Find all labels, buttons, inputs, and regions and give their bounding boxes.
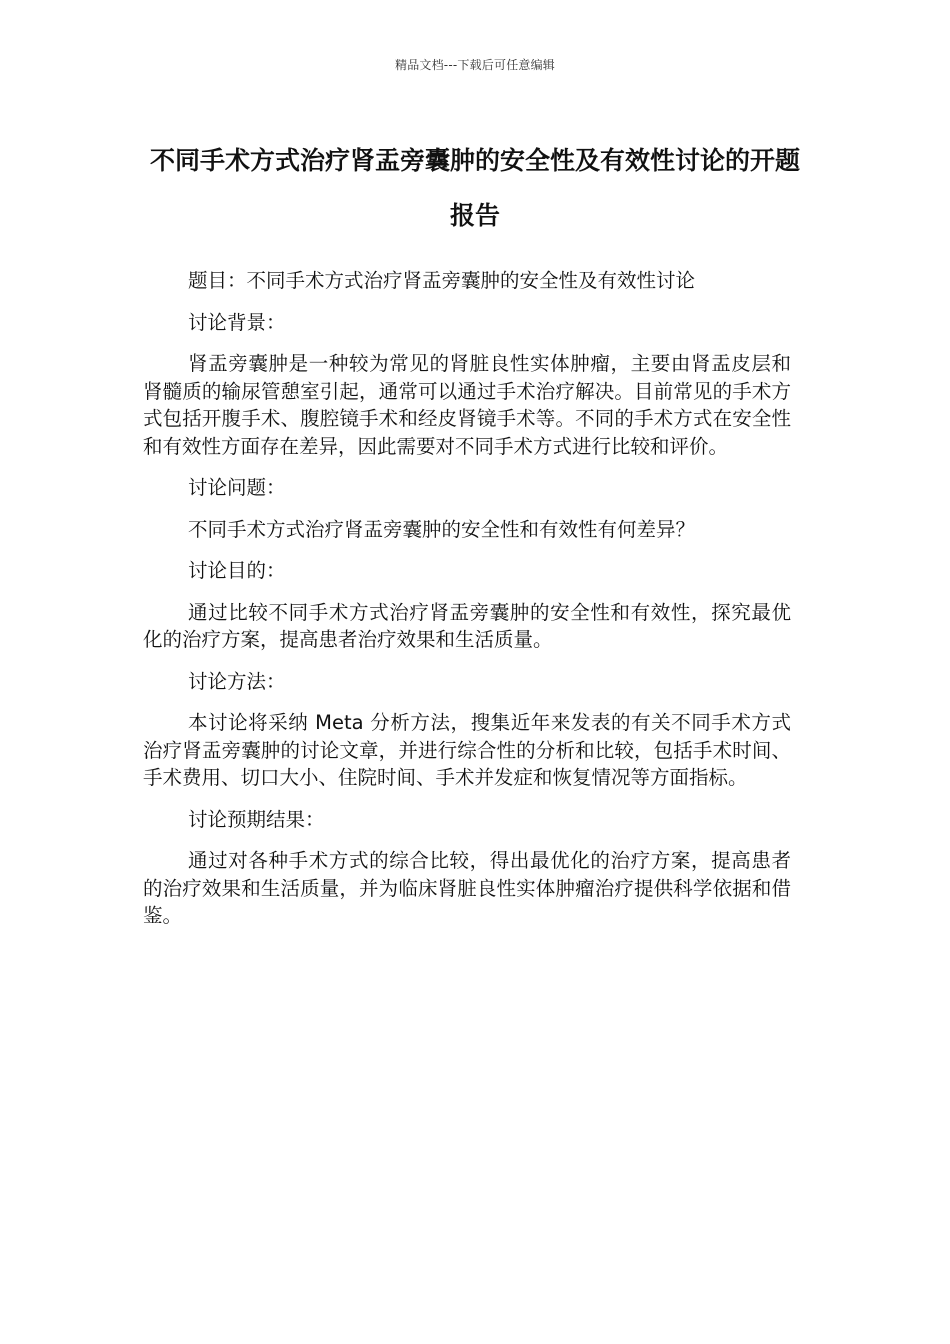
heading-expected-results: 讨论预期结果： [188,807,325,831]
heading-method: 讨论方法： [188,669,286,693]
heading-question: 讨论问题： [188,476,286,499]
paragraph-purpose: 通过比较不同手术方式治疗肾盂旁囊肿的安全性和有效性，探究最优化的治疗方案，提高患者治疗效果和生活质量。 [143,600,791,651]
paragraph-topic: 题目：不同手术方式治疗肾盂旁囊肿的安全性及有效性讨论 [188,269,696,292]
paragraph-method: 本讨论将采纳 Meta 分析方法，搜集近年来发表的有关不同手术方式治疗肾盂旁囊肿的讨论文章，并进行综合性的分析和比较，包括手术时间、手术费用、切口大小、住院时间、手术并发症和恢复情况等方面指标。 [143,711,791,789]
paragraph-background: 肾盂旁囊肿是一种较为常见的肾脏良性实体肿瘤，主要由肾盂皮层和肾髓质的输尿管憩室引起，通常可以通过手术治疗解决。目前常见的手术方式包括开腹手术、腹腔镜手术和经皮肾镜手术等。不同的手术方式在安全性和有效性方面存在差异，因此需要对不同手术方式进行比较和评价。 [143,352,791,458]
header-note: 精品文档---下载后可任意编辑 [395,58,555,72]
heading-purpose: 讨论目的： [188,559,286,582]
paragraph-expected-results: 通过对各种手术方式的综合比较，得出最优化的治疗方案，提高患者的治疗效果和生活质量，并为临床肾脏良性实体肿瘤治疗提供科学依据和借鉴。 [143,849,791,927]
paragraph-question: 不同手术方式治疗肾盂旁囊肿的安全性和有效性有何差异？ [188,517,696,541]
heading-background: 讨论背景： [188,310,286,334]
document-body [143,267,791,944]
document-title: 不同手术方式治疗肾盂旁囊肿的安全性及有效性讨论的开题报告 [149,146,800,230]
